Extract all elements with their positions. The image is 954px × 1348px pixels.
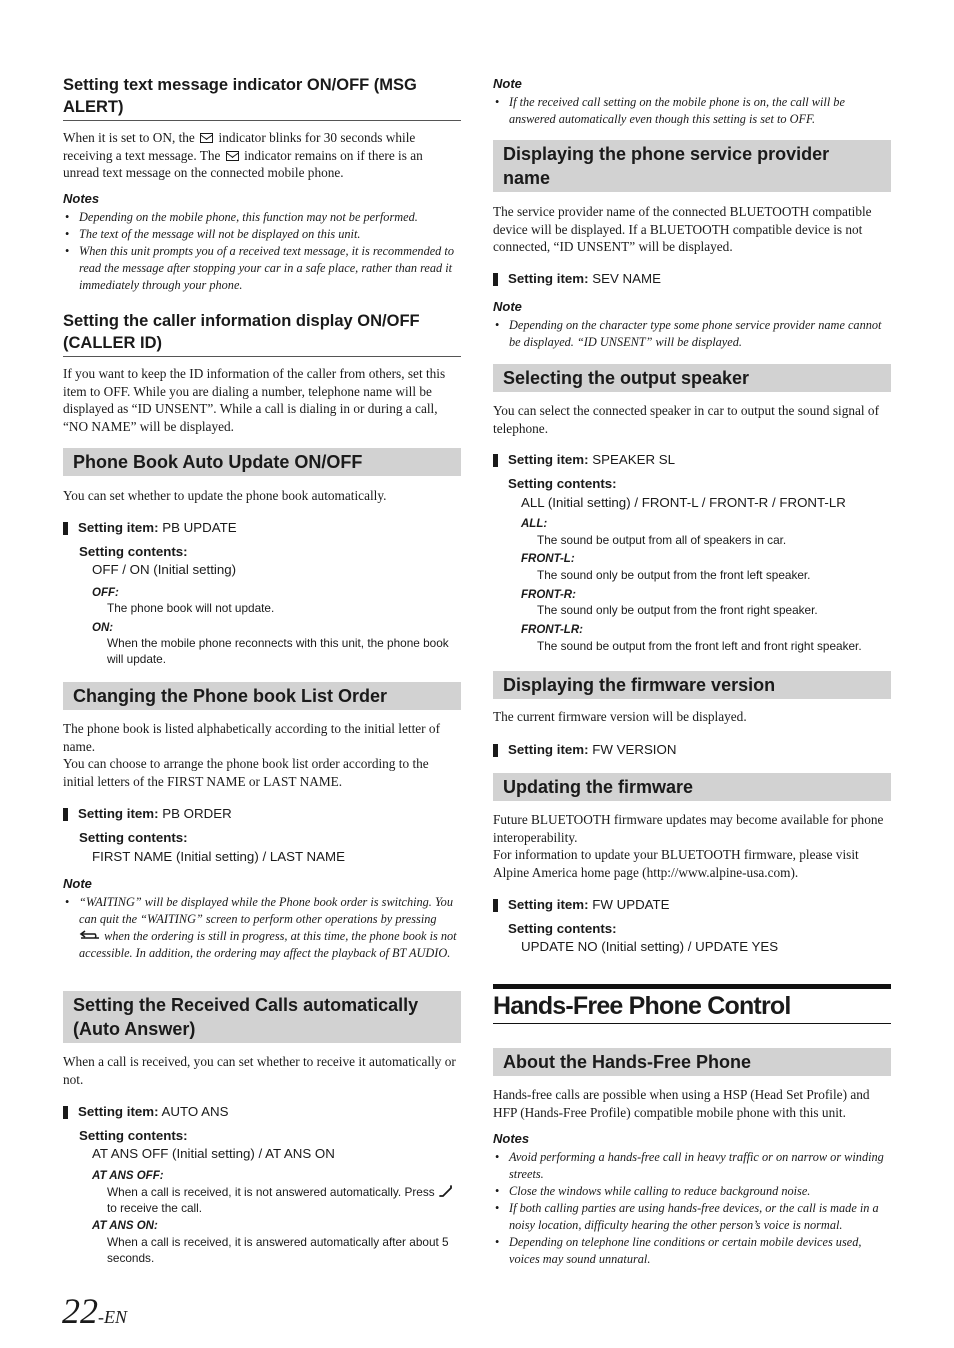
phone-answer-icon bbox=[438, 1185, 454, 1197]
auto-answer-body: When a call is received, you can set whether to receive it automatically or not. bbox=[63, 1054, 456, 1087]
fw-version-heading: Displaying the firmware version bbox=[493, 671, 891, 699]
setting-item-value: PB ORDER bbox=[162, 806, 232, 821]
fw-version-body: The current firmware version will be displayed. bbox=[493, 709, 747, 724]
fw-update-setting-item bbox=[493, 896, 670, 914]
sev-name-note-heading: Note bbox=[493, 299, 522, 314]
note-item: • If both calling parties are using hands-free devices, or the call is made in a noisy location, difficulty hearing the other person’s voice is normal. bbox=[509, 1200, 891, 1234]
setting-item-label: Setting item: bbox=[508, 742, 589, 757]
option-front-lr-desc: The sound be output from the front left and front right speaker. bbox=[537, 639, 862, 653]
msg-alert-heading: Setting text message indicator ON/OFF (MSG ALERT) bbox=[63, 74, 461, 121]
option-desc-part2: to receive the call. bbox=[107, 1200, 203, 1215]
sev-name-setting-item bbox=[493, 270, 661, 288]
hands-free-body: Hands-free calls are possible when using a HSP (Head Set Profile) and HFP (Hands-Free Profile) compatible mobile phone with this unit. bbox=[493, 1087, 870, 1120]
option-at-ans-on-desc: When a call is received, it is answered automatically after about 5 seconds. bbox=[107, 1235, 449, 1265]
sev-name-body: The service provider name of the connected BLUETOOTH compatible device will be displayed. If a BLUETOOTH compatible device is not connected, “ID UNSENT” will be displayed. bbox=[493, 204, 872, 254]
page-number-value: 22 bbox=[62, 1291, 98, 1331]
option-front-l: FRONT-L: bbox=[521, 553, 575, 565]
note-text-part2: when the ordering is still in progress, at this time, the phone book is not accessible. In addition, the ordering may affect the playback of BT AUDIO. bbox=[79, 929, 457, 960]
msg-alert-body-part1: When it is set to ON, the bbox=[63, 130, 195, 145]
setting-contents-label: Setting contents: bbox=[79, 1128, 188, 1143]
msg-alert-notes bbox=[63, 209, 461, 294]
pb-update-heading: Phone Book Auto Update ON/OFF bbox=[63, 448, 461, 476]
top-note bbox=[493, 94, 891, 128]
speaker-heading: Selecting the output speaker bbox=[493, 364, 891, 392]
setting-item-value: FW VERSION bbox=[592, 742, 677, 757]
note-item: • Depending on the mobile phone, this function may not be performed. bbox=[79, 209, 461, 226]
note-item: • Depending on the character type some phone service provider name cannot be displayed. “ID UNSENT” will be displayed. bbox=[509, 317, 891, 351]
setting-item-label: Setting item: bbox=[78, 1104, 159, 1119]
fw-version-setting-item bbox=[493, 741, 676, 759]
setting-item-value: FW UPDATE bbox=[592, 897, 670, 912]
pb-update-body: You can set whether to update the phone book automatically. bbox=[63, 488, 387, 503]
setting-contents-value: OFF / ON (Initial setting) bbox=[92, 562, 237, 577]
setting-item-value: AUTO ANS bbox=[161, 1104, 229, 1119]
setting-contents-label: Setting contents: bbox=[79, 830, 188, 845]
setting-item-label: Setting item: bbox=[508, 271, 589, 286]
option-desc-part1: When a call is received, it is not answered automatically. Press bbox=[107, 1185, 435, 1199]
option-at-ans-off: AT ANS OFF: bbox=[92, 1170, 164, 1182]
setting-item-label: Setting item: bbox=[78, 520, 159, 535]
msg-alert-body-part2: indicator blinks for 30 seconds while receiving a text message. The bbox=[63, 130, 416, 163]
hands-free-notes-heading: Notes bbox=[493, 1131, 530, 1146]
option-off: OFF: bbox=[92, 587, 119, 599]
pb-order-body-1: The phone book is listed alphabetically according to the initial letter of name. bbox=[63, 721, 441, 754]
note-item: • Depending on telephone line conditions or certain mobile devices used, voices may sound unnatural. bbox=[509, 1234, 891, 1268]
fw-update-body-1: Future BLUETOOTH firmware updates may become available for phone interoperability. bbox=[493, 812, 884, 845]
setting-item-label: Setting item: bbox=[508, 897, 589, 912]
setting-contents-value: UPDATE NO (Initial setting) / UPDATE YES bbox=[521, 939, 779, 954]
setting-contents-value: FIRST NAME (Initial setting) / LAST NAME bbox=[92, 849, 345, 864]
note-item: • If the received call setting on the mobile phone is on, the call will be answered automatically even though this setting is set to OFF. bbox=[509, 94, 891, 128]
msg-alert-notes-heading: Notes bbox=[63, 191, 100, 206]
sev-name-heading: Displaying the phone service provider name bbox=[493, 140, 891, 192]
setting-contents-value: ALL (Initial setting) / FRONT-L / FRONT-R / FRONT-LR bbox=[521, 495, 846, 510]
note-item: • Close the windows while calling to reduce background noise. bbox=[509, 1183, 891, 1200]
option-at-ans-on: AT ANS ON: bbox=[92, 1220, 158, 1232]
note-item: • The text of the message will not be displayed on this unit. bbox=[79, 226, 461, 243]
setting-contents-value: AT ANS OFF (Initial setting) / AT ANS ON bbox=[92, 1146, 335, 1161]
pb-order-note bbox=[63, 894, 461, 962]
setting-contents-label: Setting contents: bbox=[79, 544, 188, 559]
fw-update-heading: Updating the firmware bbox=[493, 773, 891, 801]
hands-free-title: Hands-Free Phone Control bbox=[493, 984, 891, 1024]
caller-id-heading: Setting the caller information display ON/OFF (CALLER ID) bbox=[63, 310, 461, 357]
back-icon bbox=[79, 929, 101, 941]
option-all: ALL: bbox=[521, 518, 548, 530]
msg-alert-body bbox=[63, 129, 461, 182]
option-all-desc: The sound be output from all of speakers in car. bbox=[537, 533, 787, 547]
caller-id-body: If you want to keep the ID information of the caller from others, set this item to OFF. While you are dialing a number, telephone name will be displayed as “ID UNSENT”. While a call is dialing in or during a call, “NO NAME” will be displayed. bbox=[63, 366, 446, 434]
option-front-r: FRONT-R: bbox=[521, 589, 576, 601]
option-off-desc: The phone book will not update. bbox=[107, 601, 275, 615]
page-suffix: -EN bbox=[98, 1307, 127, 1327]
auto-answer-heading: Setting the Received Calls automatically (Auto Answer) bbox=[63, 991, 461, 1043]
option-on: ON: bbox=[92, 622, 114, 634]
pb-order-heading: Changing the Phone book List Order bbox=[63, 682, 461, 710]
pb-order-body-2: You can choose to arrange the phone book list order according to the initial letters of the FIRST NAME or LAST NAME. bbox=[63, 756, 429, 789]
option-at-ans-off-desc bbox=[107, 1185, 457, 1216]
setting-item-value: SPEAKER SL bbox=[592, 452, 676, 467]
option-front-r-desc: The sound only be output from the front right speaker. bbox=[537, 603, 818, 617]
setting-item-label: Setting item: bbox=[78, 806, 159, 821]
sev-name-note bbox=[493, 317, 891, 351]
pb-order-note-heading: Note bbox=[63, 876, 92, 891]
setting-contents-label: Setting contents: bbox=[508, 476, 617, 491]
setting-item-value: PB UPDATE bbox=[162, 520, 237, 535]
option-front-l-desc: The sound only be output from the front left speaker. bbox=[537, 568, 811, 582]
setting-item-label: Setting item: bbox=[508, 452, 589, 467]
msg-alert-body-part3: indicator remains on if there is an unread text message on the connected mobile phone. bbox=[63, 147, 423, 180]
option-front-lr: FRONT-LR: bbox=[521, 624, 583, 636]
note-text-part1: “WAITING” will be displayed while the Phone book order is switching. You can quit the “WAITING” screen to perform other operations by pressing bbox=[79, 895, 453, 926]
top-note-heading: Note bbox=[493, 76, 522, 91]
fw-update-body-2: For information to update your BLUETOOTH firmware, please visit Alpine America home page (http://www.alpine-usa.com). bbox=[493, 847, 859, 880]
speaker-body: You can select the connected speaker in car to output the sound signal of telephone. bbox=[493, 403, 879, 436]
page-number bbox=[62, 1290, 127, 1332]
hands-free-notes bbox=[493, 1149, 891, 1268]
pb-order-setting-item bbox=[63, 805, 232, 823]
auto-answer-setting-item bbox=[63, 1103, 229, 1121]
note-item bbox=[79, 894, 461, 962]
hands-free-heading: About the Hands-Free Phone bbox=[493, 1048, 891, 1076]
speaker-setting-item bbox=[493, 451, 675, 469]
setting-contents-label: Setting contents: bbox=[508, 921, 617, 936]
note-item: • When this unit prompts you of a received text message, it is recommended to read the message after stopping your car in a safe place, rather than read it immediately through your phone. bbox=[79, 243, 461, 294]
pb-update-setting-item bbox=[63, 519, 237, 537]
setting-item-value: SEV NAME bbox=[592, 271, 661, 286]
option-on-desc: When the mobile phone reconnects with this unit, the phone book will update. bbox=[107, 636, 449, 666]
envelope-icon bbox=[226, 151, 239, 161]
envelope-icon bbox=[200, 133, 213, 143]
note-item: • Avoid performing a hands-free call in heavy traffic or on narrow or winding streets. bbox=[509, 1149, 891, 1183]
